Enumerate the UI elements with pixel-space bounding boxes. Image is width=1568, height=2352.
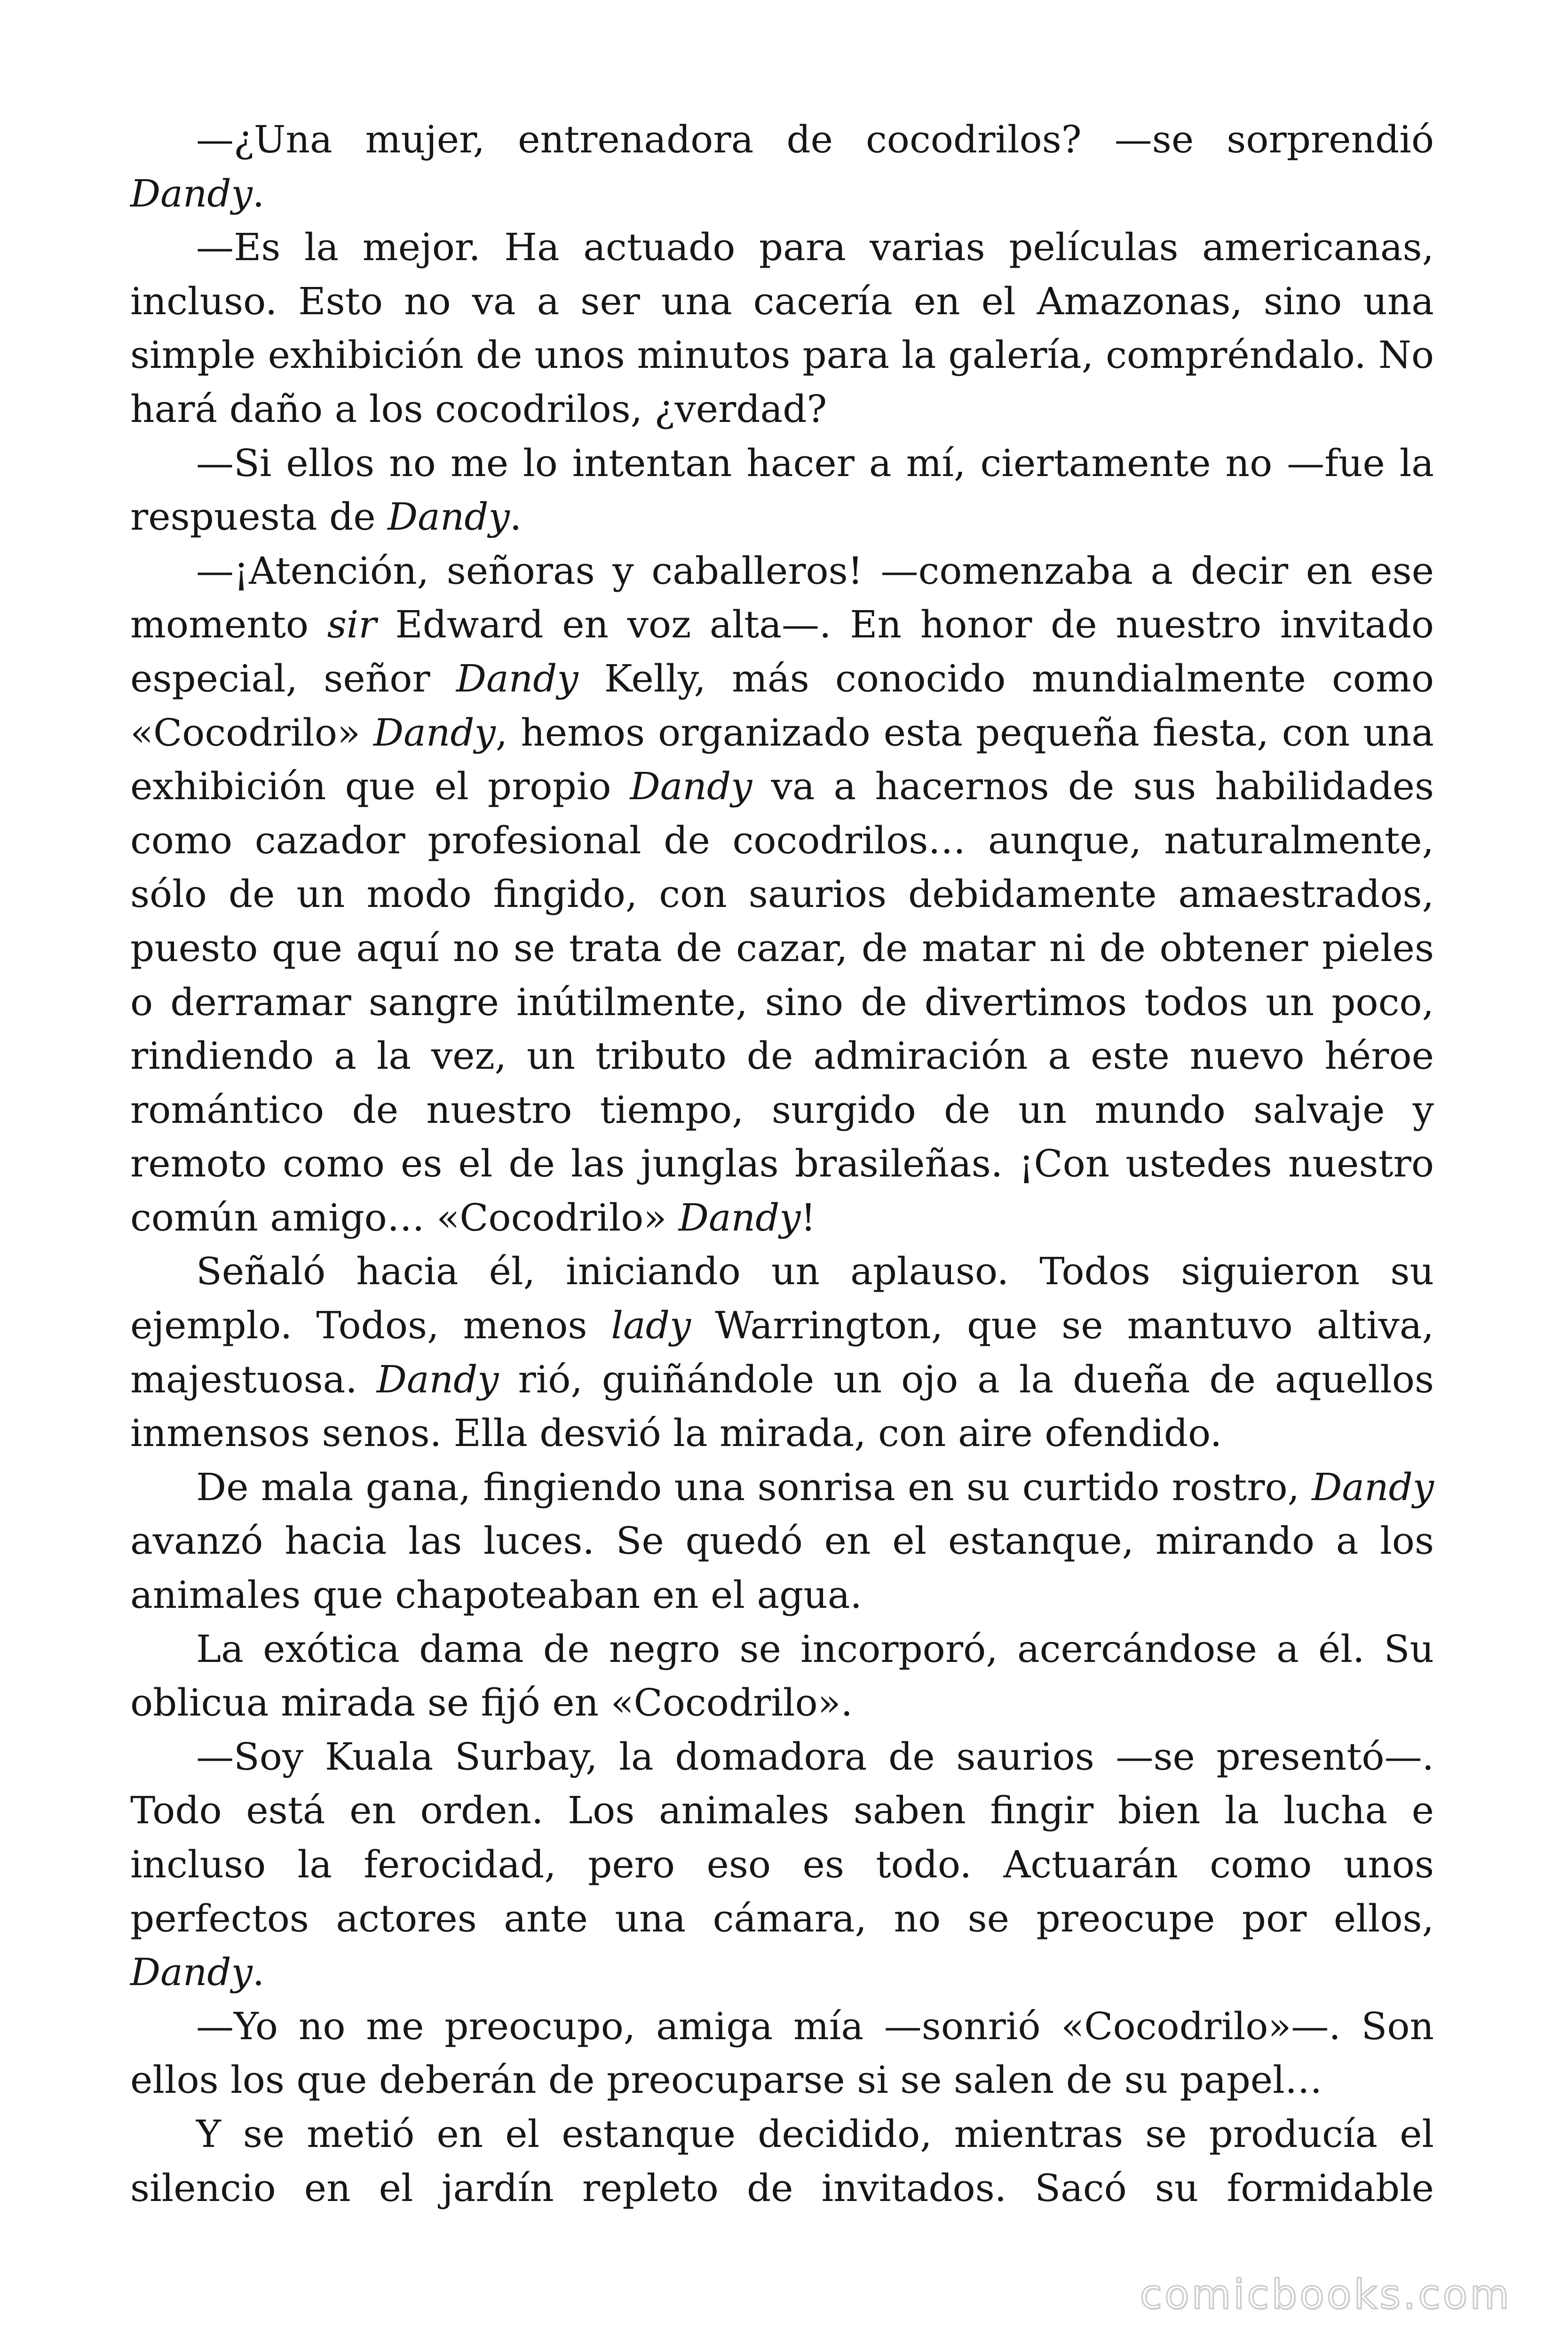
italic-text: Dandy	[130, 171, 253, 215]
text-run: .	[509, 495, 522, 539]
text-run: De mala gana, fingiendo una sonrisa en su curtido rostro,	[196, 1465, 1312, 1509]
text-run: !	[800, 1195, 816, 1240]
paragraph	[130, 1461, 1434, 1622]
paragraph	[130, 221, 1434, 436]
text-run: , hemos organizado esta pequeña fiesta, con una exhibición que el propio	[130, 710, 1434, 809]
text-run: Y se metió en el estanque decidido, mientras se producía el silencio en el jardín repleto de invitados. Sacó su formidable	[130, 2112, 1434, 2210]
text-run: —¿Una mujer, entrenadora de cocodrilos? —se sorprendió	[196, 118, 1434, 161]
text-run: —¡Atención, señoras y caballeros! —comenzaba a decir en ese momento	[130, 548, 1434, 647]
body-text	[130, 113, 1434, 2215]
text-run: —Es la mejor. Ha actuado para varias películas americanas, incluso. Esto no va a ser una cacería en el Amazonas, sino una simple exhibición de unos minutos para la galería, compréndalo. No hará daño a los cocodrilos, ¿verdad?	[130, 225, 1434, 431]
text-run: va a hacernos de sus habilidades como cazador profesional de cocodrilos… aunque, naturalmente, sólo de un modo fingido, con saurios debidamente amaestrados, puesto que aquí no se trata de cazar, de matar ni de obtener pieles o derramar sangre inútilmente, sino de divertimos todos un poco, rindiendo a la vez, un tributo de admiración a este nuevo héroe romántico de nuestro tiempo, surgido de un mundo salvaje y remoto como es el de las junglas brasileñas. ¡Con ustedes nuestro común amigo… «Cocodrilo»	[130, 764, 1434, 1240]
text-run: Warrington, que se mantuvo altiva, majestuosa.	[130, 1303, 1434, 1401]
paragraph	[130, 1730, 1434, 2000]
italic-text: Dandy	[130, 1950, 253, 1994]
text-run: .	[252, 171, 265, 215]
text-run: La exótica dama de negro se incorporó, acercándose a él. Su oblicua mirada se fijó en «Cocodrilo».	[130, 1627, 1434, 1725]
italic-text: Dandy	[456, 656, 578, 700]
italic-text: Dandy	[376, 1357, 499, 1401]
paragraph	[130, 2107, 1434, 2215]
text-run: .	[252, 1950, 265, 1994]
paragraph	[130, 2000, 1434, 2107]
watermark: comicbooks.com	[1140, 2271, 1512, 2318]
text-run: Kelly, más conocido mundialmente como «Cocodrilo»	[130, 656, 1434, 755]
italic-text: Dandy	[388, 495, 510, 539]
italic-text: lady	[611, 1303, 691, 1348]
paragraph	[130, 113, 1434, 221]
text-run: Edward en voz alta—. En honor de nuestro invitado especial, señor	[130, 603, 1434, 700]
text-run: —Soy Kuala Surbay, la domadora de saurios —se presentó—. Todo está en orden. Los animales saben fingir bien la lucha e incluso la ferocidad, pero eso es todo. Actuarán como unos perfectos actores ante una cámara, no se preocupe por ellos,	[130, 1734, 1434, 1940]
text-run: —Si ellos no me lo intentan hacer a mí, ciertamente no —fue la respuesta de	[130, 441, 1434, 539]
text-run: rió, guiñándole un ojo a la dueña de aquellos inmensos senos. Ella desvió la mirada, con aire ofendido.	[130, 1357, 1434, 1455]
italic-text: sir	[327, 603, 377, 647]
paragraph	[130, 544, 1434, 1245]
text-run: avanzó hacia las luces. Se quedó en el estanque, mirando a los animales que chapoteaban en el agua.	[130, 1519, 1434, 1617]
text-run: —Yo no me preocupo, amiga mía —sonrió «Cocodrilo»—. Son ellos los que deberán de preocuparse si se salen de su papel…	[130, 2004, 1434, 2102]
italic-text: Dandy	[678, 1195, 801, 1240]
paragraph	[130, 1622, 1434, 1730]
paragraph	[130, 1245, 1434, 1460]
italic-text: Dandy	[1312, 1465, 1434, 1509]
paragraph	[130, 437, 1434, 544]
italic-text: Dandy	[630, 764, 752, 809]
text-run: Señaló hacia él, iniciando un aplauso. Todos siguieron su ejemplo. Todos, menos	[130, 1249, 1434, 1348]
italic-text: Dandy	[373, 710, 496, 755]
